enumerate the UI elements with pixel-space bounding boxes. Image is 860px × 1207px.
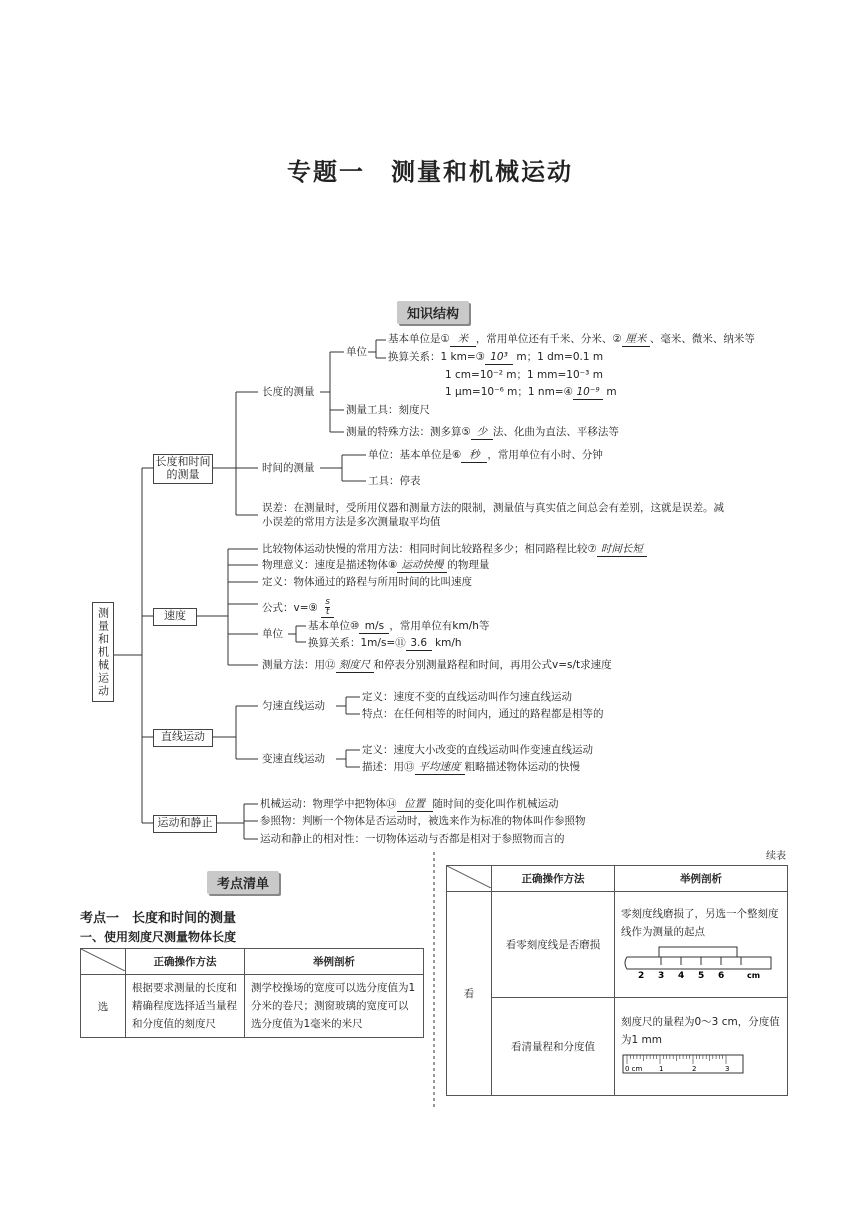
ruler-tick-6: 6 [718,970,725,979]
continued-label: 续表 [766,851,786,862]
page-title: 专题一 测量和机械运动 [287,158,573,186]
ruler-tick-3: 3 [658,970,665,979]
conversion-line-3: 1 μm=10⁻⁶ m；1 nm=④ 10⁻⁹ m [445,386,617,398]
length-label: 长度的测量 [262,386,315,398]
r2-example: 刻度尺的量程为0～3 cm，分度值为1 mm [621,1015,780,1046]
r2-example-cell [615,998,788,1096]
row-label-look: 看 [447,892,492,1096]
uniform-feature: 特点：在任何相等的时间内，通过的路程都是相等的 [362,708,604,720]
ruler-worn-zero [621,945,781,979]
exam-points-banner: 考点清单 [207,871,279,894]
time-unit: 单位：基本单位是⑥ 秒 ，常用单位有小时、分钟 [368,449,603,461]
time-tool: 工具：停表 [368,475,421,487]
unit-label: 单位 [346,346,367,358]
relativity: 运动和静止的相对性：一切物体运动与否都是相对于参照物而言的 [260,833,565,845]
special-method: 测量的特殊方法：测多算⑤ 少 法、化曲为直法、平移法等 [346,426,619,438]
variable-description: 描述：用⑬ 平均速度 粗略描述物体运动的快慢 [362,761,580,773]
speed-method: 测量方法：用⑫ 刻度尺 和停表分别测量路程和时间，再用公式v=s/t求速度 [262,659,612,671]
error-line-2: 小误差的常用方法是多次测量取平均值 [262,516,441,528]
variable-definition: 定义：速度大小改变的直线运动叫作变速直线运动 [362,744,593,756]
row-label-select: 选 [81,975,126,1038]
time-label: 时间的测量 [262,462,315,474]
col-method-right: 正确操作方法 [492,866,615,892]
ruler-unit: cm [747,970,761,979]
ruler-tick-2: 2 [638,970,645,979]
speed-unit-label: 单位 [262,628,283,640]
section-1-title: 一、使用刻度尺测量物体长度 [80,930,237,944]
diagonal-line-right [447,866,491,888]
branch-speed: 速度 [153,608,197,626]
branch-linear-motion: 直线运动 [153,729,213,747]
uniform-motion-label: 匀速直线运动 [262,700,325,712]
speed-unit-base: 基本单位⑩ m/s ，常用单位有km/h等 [308,620,490,632]
reference-object: 参照物：判断一个物体是否运动时，被选来作为标准的物体叫作参照物 [260,815,586,827]
r2-method: 看清量程和分度值 [492,998,615,1096]
branch-length-time: 长度和时间的测量 [153,454,213,484]
branch-motion-rest: 运动和静止 [153,815,217,833]
col-method: 正确操作方法 [126,949,245,975]
speed-definition: 定义：物体通过的路程与所用时间的比叫速度 [262,576,472,588]
r1-example: 零刻度线磨损了，另选一个整刻度线作为测量的起点 [621,907,779,938]
mechanical-motion: 机械运动：物理学中把物体⑭ 位置 随时间的变化叫作机械运动 [260,798,559,810]
table-ruler-check [446,865,788,1096]
ruler-tick-5: 5 [698,970,705,979]
col-example: 举例剖析 [245,949,424,975]
ruler2-tick-0: 0 cm [625,1064,643,1073]
diagonal-cell-right [447,866,492,892]
speed-formula: 公式：v=⑨ $\frac{s}{t}$ [262,598,334,618]
point-1-title: 考点一 长度和时间的测量 [80,911,237,926]
diagonal-line [81,949,125,971]
diagonal-cell [81,949,126,975]
ruler-tick-4: 4 [678,970,685,979]
error-line-1: 误差：在测量时，受所用仪器和测量方法的限制，测量值与真实值之间总会有差别，这就是误差。减 [262,502,724,514]
r1-example-cell [615,892,788,998]
base-unit-line: 基本单位是① 米 ，常用单位还有千米、分米、② 厘米 、毫米、微米、纳米等 [388,333,755,345]
table-ruler-use [80,948,424,1038]
length-tool: 测量工具：刻度尺 [346,404,430,416]
knowledge-structure-banner: 知识结构 [397,301,469,324]
root-node: 测量和机械运动 [92,602,114,702]
ruler2-tick-3: 3 [725,1064,730,1073]
speed-compare: 比较物体运动快慢的常用方法：相同时间比较路程多少；相同路程比较⑦ 时间长短 [262,543,647,557]
speed-meaning: 物理意义：速度是描述物体⑧ 运动快慢 的物理量 [262,559,490,571]
ruler-range [621,1053,751,1075]
speed-unit-conversion: 换算关系：1m/s=⑪ 3.6 km/h [308,637,462,649]
ruler2-tick-1: 1 [659,1064,664,1073]
row-method: 根据要求测量的长度和精确程度选择适当量程和分度值的刻度尺 [126,975,245,1038]
row-example: 测学校操场的宽度可以选分度值为1分米的卷尺；测窗玻璃的宽度可以选分度值为1毫米的米尺 [245,975,424,1038]
r1-method: 看零刻度线是否磨损 [492,892,615,998]
variable-motion-label: 变速直线运动 [262,753,325,765]
conversion-line-2: 1 cm=10⁻² m；1 mm=10⁻³ m [445,369,603,381]
uniform-definition: 定义：速度不变的直线运动叫作匀速直线运动 [362,691,572,703]
col-example-right: 举例剖析 [615,866,788,892]
ruler2-tick-2: 2 [692,1064,697,1073]
conversion-line-1: 换算关系：1 km=③ 10³ m；1 dm=0.1 m [388,351,604,363]
